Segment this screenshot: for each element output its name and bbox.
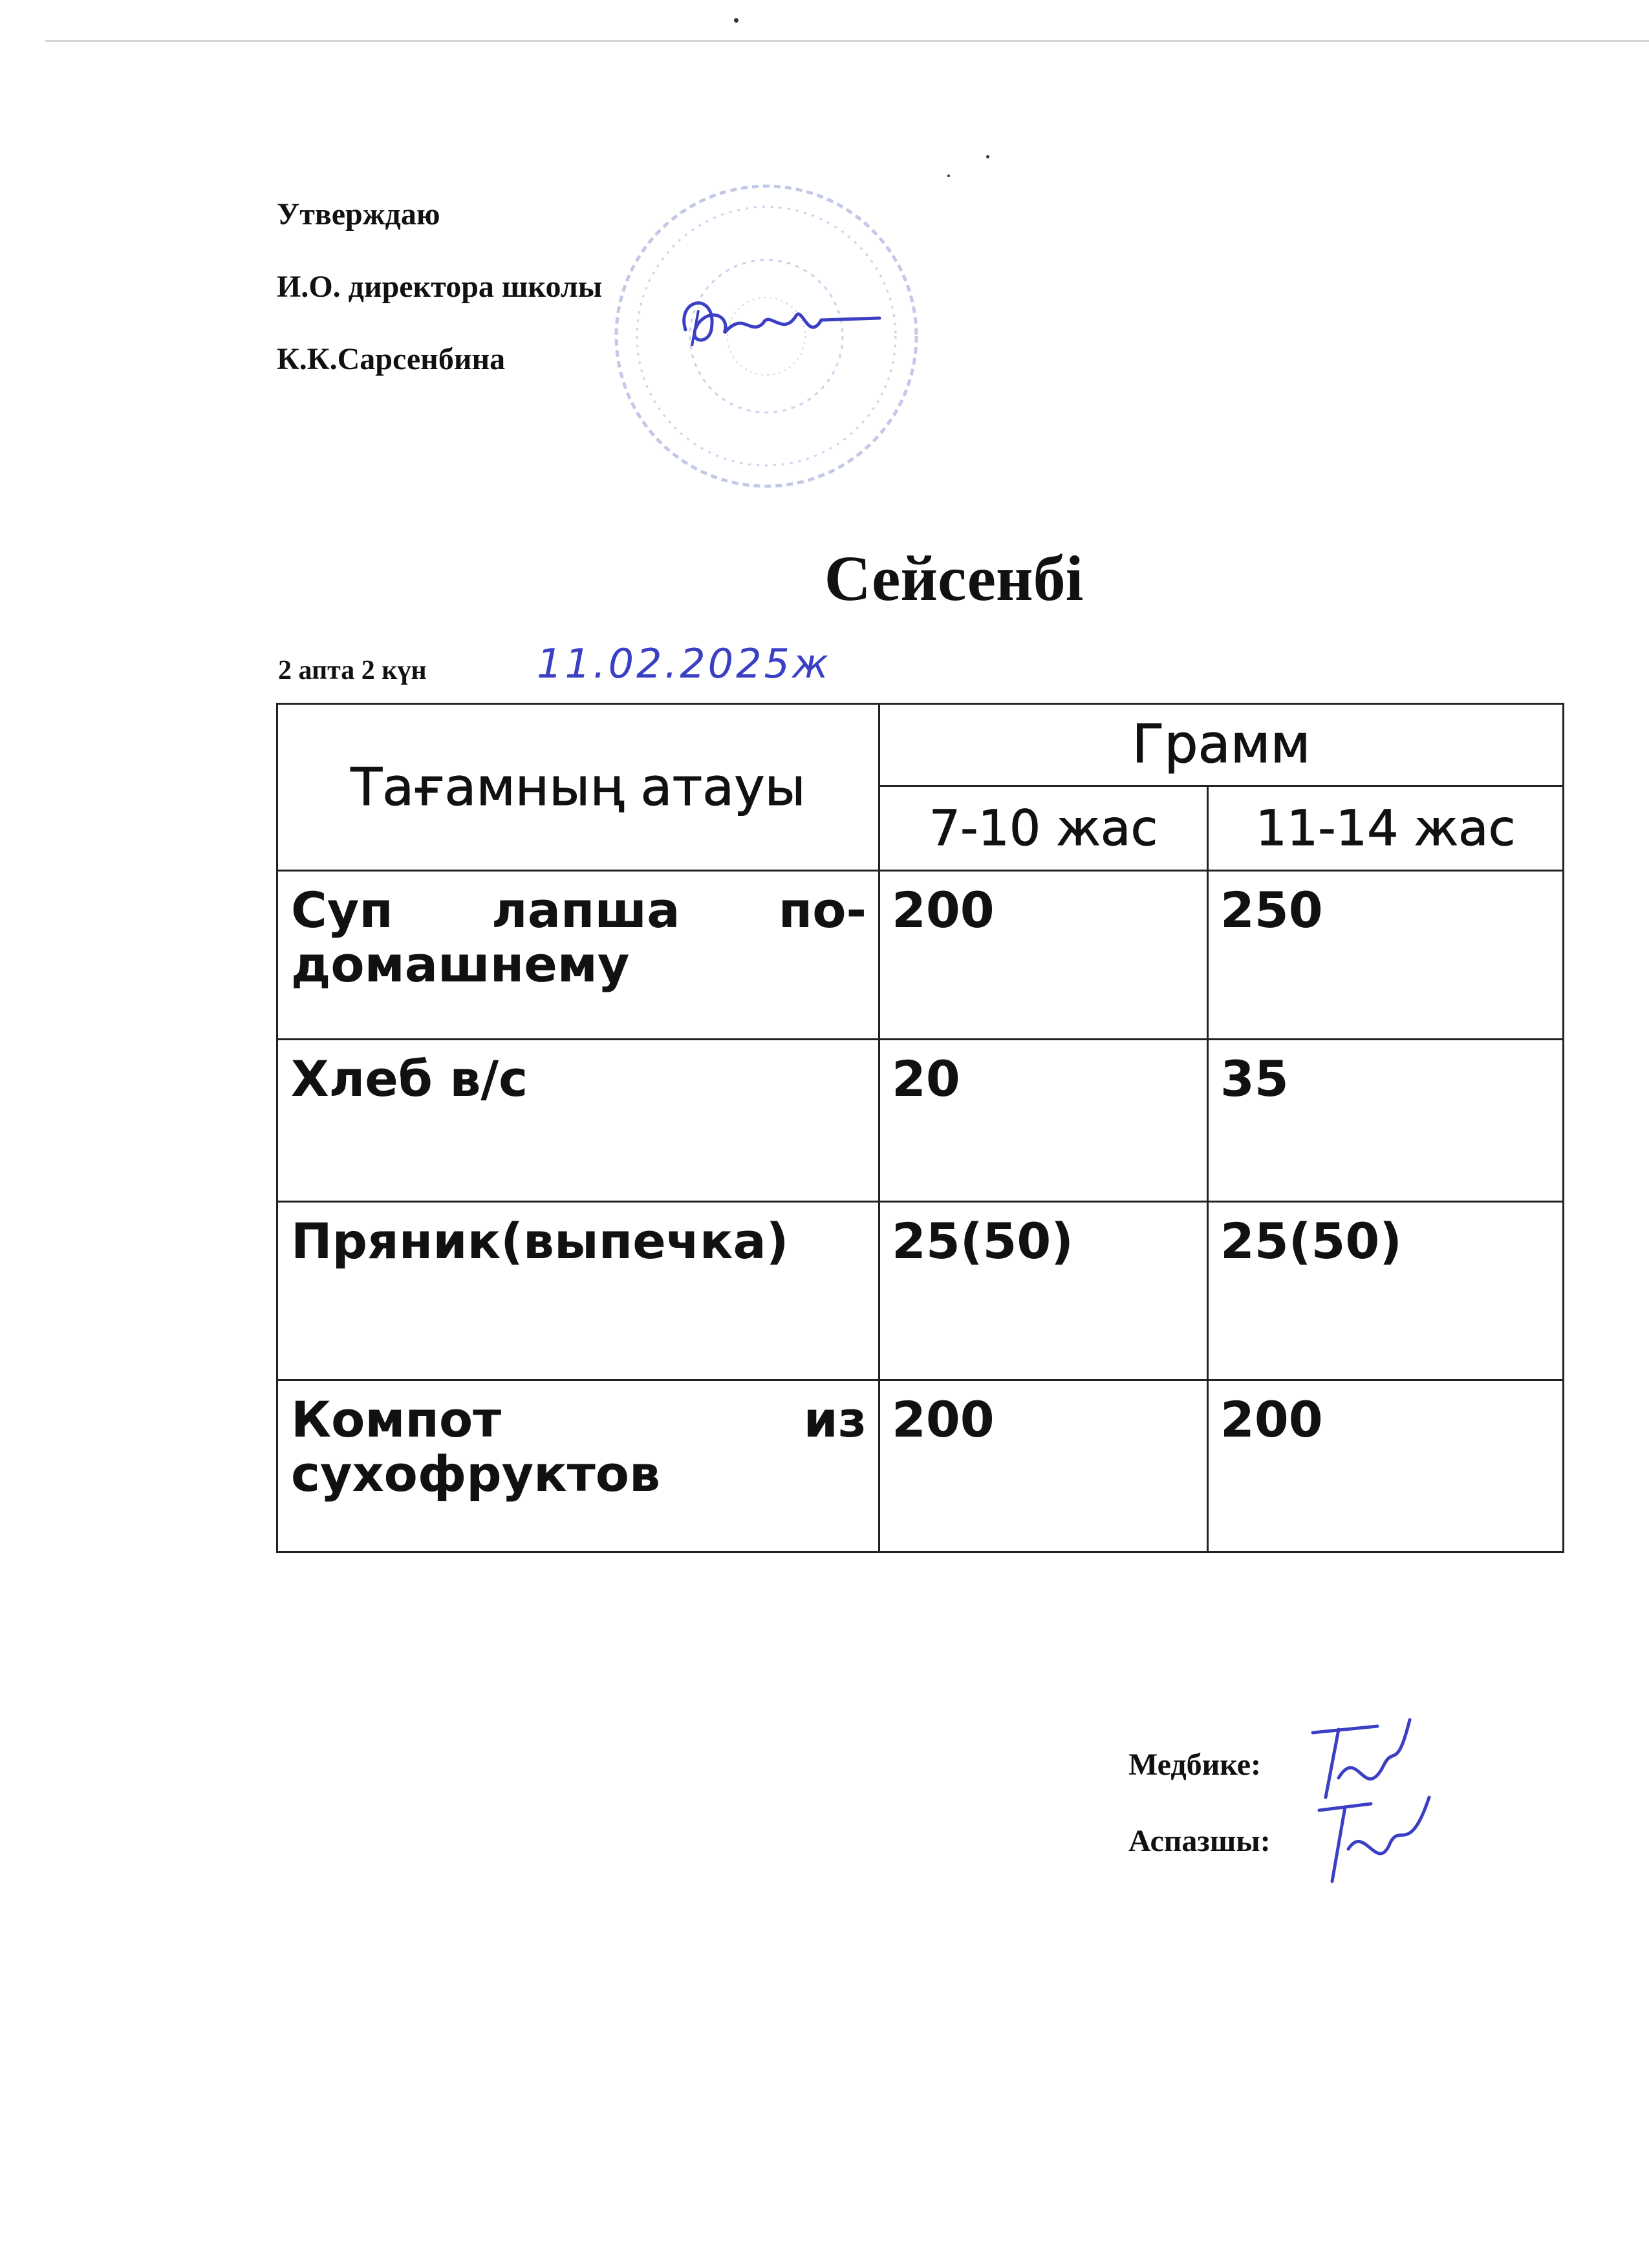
dish-name-line: сухофруктов — [291, 1445, 661, 1503]
approval-position: И.О. директора школы — [277, 270, 603, 304]
table-row — [277, 1202, 1564, 1380]
day-title: Сейсенбі — [824, 542, 1084, 614]
cook-signature — [1313, 1784, 1436, 1894]
dish-name: Хлеб в/с — [277, 1040, 879, 1202]
signature-block — [1128, 1746, 1271, 1898]
cook-label: Аспазшы: — [1128, 1824, 1271, 1858]
gram-11-14: 200 — [1208, 1380, 1564, 1552]
dish-name-line: Суп лапша по- — [291, 881, 867, 939]
header-gram: Грамм — [879, 704, 1564, 786]
approval-name: К.К.Сарсенбина — [277, 342, 506, 376]
gram-7-10: 200 — [879, 1380, 1208, 1552]
scan-speck — [947, 175, 950, 177]
gram-7-10: 200 — [879, 871, 1208, 1040]
header-dish-name: Тағамның атауы — [277, 704, 879, 871]
gram-7-10: 25(50) — [879, 1202, 1208, 1380]
director-signature — [673, 272, 886, 369]
header-age-11-14: 11-14 жас — [1208, 786, 1564, 870]
scan-speck — [734, 18, 738, 23]
approval-block — [277, 195, 602, 412]
gram-11-14: 25(50) — [1208, 1202, 1564, 1380]
gram-7-10: 20 — [879, 1040, 1208, 1202]
table-header-row — [277, 704, 1564, 786]
dish-name-line: Компот из — [291, 1391, 867, 1448]
week-day-label: 2 апта 2 күн — [278, 656, 427, 685]
handwritten-date: 11.02.2025ж — [537, 640, 831, 687]
table-row — [277, 1380, 1564, 1552]
gram-11-14: 35 — [1208, 1040, 1564, 1202]
scan-speck — [986, 155, 989, 158]
dish-name — [277, 1380, 879, 1552]
menu-table — [276, 703, 1564, 1553]
dish-name — [277, 871, 879, 1040]
medic-label: Медбике: — [1128, 1748, 1262, 1782]
table-row — [277, 871, 1564, 1040]
dish-name-line: домашнему — [291, 936, 630, 993]
table-row — [277, 1040, 1564, 1202]
dish-name: Пряник(выпечка) — [277, 1202, 879, 1380]
header-age-7-10: 7-10 жас — [879, 786, 1208, 870]
approval-title: Утверждаю — [277, 197, 440, 231]
gram-11-14: 250 — [1208, 871, 1564, 1040]
scan-top-edge — [45, 40, 1649, 42]
